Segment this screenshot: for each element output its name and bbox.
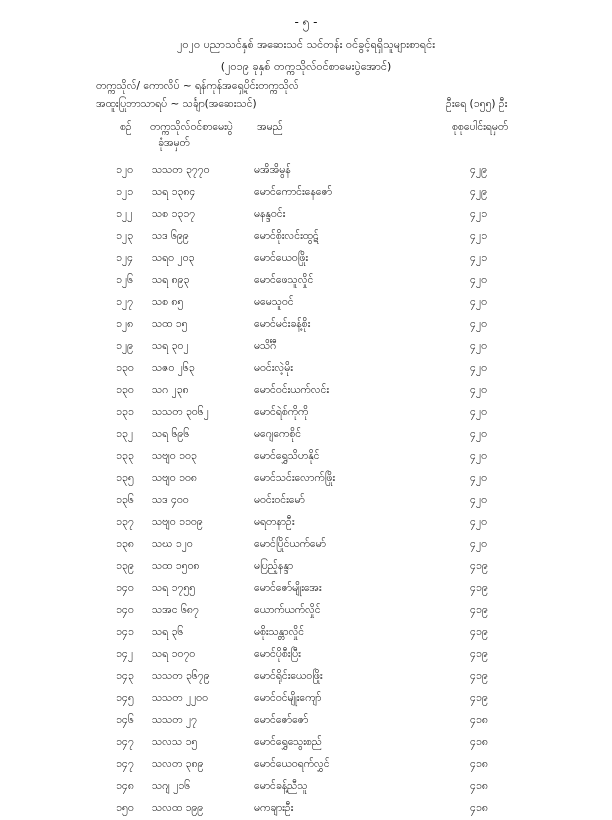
total-marks: ၄၂၀ <box>470 384 487 396</box>
total-marks: ၄၂၀ <box>470 516 487 528</box>
total-marks: ၄၁၉ <box>470 670 488 682</box>
table-row <box>0 688 612 710</box>
seat-number: သသတ ၃၇၇၀ <box>152 164 210 176</box>
table-row <box>0 226 612 248</box>
row-number: ၁၄၁ <box>116 626 134 638</box>
header-seat: တက္ကသိုလ်ဝင်စာမေးပွဲ <box>150 121 233 133</box>
student-name: မောင်စိုးလင်းထွဋ် <box>254 230 319 242</box>
student-name: မဂျေကေစိုင် <box>254 428 302 440</box>
student-name: မသိင်္ဂီ <box>254 340 277 352</box>
row-number: ၁၄၆ <box>116 714 134 726</box>
row-number: ၁၄၅ <box>116 692 134 704</box>
student-name: ယောက်ယက်လှိုင် <box>254 604 321 616</box>
table-row <box>0 314 612 336</box>
student-name: မောင်ရိုင်းယေဝဖြိုး <box>254 670 323 682</box>
total-marks: ၄၂၀ <box>470 406 487 418</box>
subject-line: အထူးပြုဘာသာရပ် ~ သင်္ချာ(အဆေးသင်) <box>96 98 257 110</box>
table-row <box>0 248 612 270</box>
total-marks: ၄၁၈ <box>470 780 488 792</box>
student-name: မောင်ကောင်းနေဇော် <box>254 186 333 198</box>
university-line: တက္ကသိုလ်/ ကောလိပ် ~ ရန်ကုန်အရှေ့ပိုင်းတက္ကသိုလ် <box>96 80 299 92</box>
student-name: မဝင်းလဲ့မိုး <box>254 362 293 374</box>
header-seat-line2: ခုံအမှတ် <box>158 137 190 149</box>
student-name: မောင်ဝင်းယက်လင်း <box>254 384 330 396</box>
row-number: ၁၂၀ <box>116 164 133 176</box>
seat-number: သထ ၁၅ <box>152 318 188 330</box>
seat-number: သဗျ၀ ၁၁၀၉ <box>152 516 203 528</box>
document-title: ၂၀၂၀ ပညာသင်နှစ် အဆေးသင် သင်တန်း ဝင်ခွင့်ရရှိသူများစာရင်း <box>176 38 436 51</box>
seat-number: သဂျ ၂၁၆ <box>152 780 191 792</box>
student-name: မစိုးသန္တာလှိုင် <box>254 626 305 638</box>
row-number: ၁၃၃ <box>116 450 134 462</box>
table-row <box>0 468 612 490</box>
total-marks: ၄၂၀ <box>470 538 487 550</box>
student-name: မကချားဦး <box>254 802 294 814</box>
seat-number: သရ ၃၆ <box>152 626 184 638</box>
table-row <box>0 270 612 292</box>
table-row <box>0 798 612 820</box>
table-row <box>0 600 612 622</box>
total-marks: ၄၂၀ <box>470 428 487 440</box>
student-name: မောင်ပြိုင်ယက်မော် <box>254 538 326 550</box>
table-row <box>0 182 612 204</box>
row-number: ၁၄၇ <box>116 736 134 748</box>
student-name: မောင်ဇော်ဇော် <box>254 714 309 726</box>
row-number: ၁၂၉ <box>116 340 133 352</box>
row-number: ၁၄၀ <box>116 604 134 616</box>
seat-number: သလသ ၁၅ <box>152 736 198 748</box>
total-marks: ၄၂၀ <box>470 318 487 330</box>
total-marks: ၄၁၈ <box>470 714 488 726</box>
table-row <box>0 666 612 688</box>
table-row <box>0 622 612 644</box>
row-number: ၁၂၁ <box>116 186 133 198</box>
student-name: မောင်ရွှေသွေးစည် <box>254 736 322 748</box>
student-name: မောင်ရွှေသိဟနိုင် <box>254 450 320 462</box>
row-number: ၁၃၆ <box>116 494 134 506</box>
student-name: မောင်ခန့်ညီသူ <box>254 780 308 792</box>
table-row <box>0 732 612 754</box>
total-marks: ၄၁၈ <box>470 802 488 814</box>
seat-number: သလထ ၁၉၉ <box>152 802 204 814</box>
table-row <box>0 358 612 380</box>
table-row <box>0 292 612 314</box>
total-marks: ၄၂၁ <box>470 208 487 220</box>
student-name: မောင်ဇော်မျိုးအေး <box>254 582 322 594</box>
total-marks: ၄၂၀ <box>470 362 487 374</box>
seat-number: သဃ ၁၂၀ <box>152 538 193 550</box>
total-marks: ၄၂၁ <box>470 252 487 264</box>
row-number: ၁၄၈ <box>116 780 134 792</box>
seat-number: သရ ၈၉၃ <box>152 274 190 286</box>
seat-number: သစ ၈၅ <box>152 296 184 308</box>
row-number: ၁၄၃ <box>116 670 134 682</box>
page-number: - ၅ - <box>294 15 318 29</box>
row-number: ၁၂၃ <box>116 230 133 242</box>
student-name: မအိအိမွန် <box>254 164 291 176</box>
table-row <box>0 644 612 666</box>
row-number: ၁၄၀ <box>116 582 134 594</box>
table-row <box>0 556 612 578</box>
seat-number: သဂ ၂၃၈ <box>152 384 189 396</box>
table-row <box>0 776 612 798</box>
seat-number: သဗျ၀ ၁၀၃ <box>152 450 197 462</box>
total-marks: ၄၁၉ <box>470 604 488 616</box>
total-marks: ၄၁၉ <box>470 560 488 572</box>
table-row <box>0 534 612 556</box>
student-name: မောင်ယေဝဖြိုး <box>254 252 309 264</box>
row-number: ၁၃၁ <box>116 406 134 418</box>
row-number: ၁၂၈ <box>116 318 134 330</box>
seat-number: သသတ ၃၆၇၉ <box>152 670 210 682</box>
seat-number: သရ ၆၉၆ <box>152 428 190 440</box>
row-number: ၁၂၄ <box>116 252 133 264</box>
row-number: ၁၃၀ <box>116 384 134 396</box>
header-no: စဉ် <box>120 121 132 133</box>
total-marks: ၄၂၀ <box>470 472 487 484</box>
total-marks: ၄၂၀ <box>470 274 487 286</box>
total-marks: ၄၂၀ <box>470 450 487 462</box>
total-marks: ၄၂၉ <box>470 186 487 198</box>
table-row <box>0 380 612 402</box>
student-name: မမေသူဝင် <box>254 296 294 308</box>
student-name: မရတနာဦး <box>254 516 295 528</box>
row-number: ၁၂၆ <box>116 274 133 286</box>
total-marks: ၄၁၈ <box>470 758 488 770</box>
total-marks: ၄၂၁ <box>470 230 487 242</box>
seat-number: သရ၀ ၂၀၃ <box>152 252 195 264</box>
seat-number: သသတ ၃၀၆၂ <box>152 406 209 418</box>
student-name: မဝင်းဝင်းမော် <box>254 494 305 506</box>
student-name: မနန္ဒဝင်း <box>254 208 286 220</box>
total-marks: ၄၂၉ <box>470 164 487 176</box>
seat-number: သဒ ၄၀၀ <box>152 494 189 506</box>
table-row <box>0 336 612 358</box>
seat-number: သရ ၁၃၈၄ <box>152 186 196 198</box>
student-name: မောင်ဝင်မျိုးကျော် <box>254 692 322 704</box>
student-name: မပြည့်နန္ဒာ <box>254 560 294 572</box>
table-row <box>0 446 612 468</box>
seat-number: သရ ၁၇၅၅ <box>152 582 196 594</box>
student-name: မောင်ရဲစ်ကိုကို <box>254 406 309 418</box>
total-marks: ၄၁၉ <box>470 648 488 660</box>
table-row <box>0 424 612 446</box>
total-marks: ၄၂၀ <box>470 494 487 506</box>
seat-number: သဒ ၆၉၉ <box>152 230 189 242</box>
document-subtitle: (၂၀၁၉ ခုနှစ် တက္ကသိုလ်ဝင်စာမေးပွဲအောင်) <box>220 60 392 73</box>
table-row <box>0 578 612 600</box>
total-marks: ၄၁၈ <box>470 736 488 748</box>
total-marks: ၄၁၉ <box>470 626 488 638</box>
total-marks: ၄၂၀ <box>470 296 487 308</box>
row-number: ၁၃၉ <box>116 560 134 572</box>
student-name: မောင်ပိုစီးပြီး <box>254 648 301 660</box>
header-marks: စုစုပေါင်းရမှတ် <box>452 121 509 133</box>
student-name: မောင်မင်းခန့်စိုး <box>254 318 311 330</box>
results-table <box>0 160 612 820</box>
table-row <box>0 754 612 776</box>
total-marks: ၄၂၀ <box>470 340 487 352</box>
student-name: မောင်သင်းလောက်ဖြိုး <box>254 472 336 484</box>
header-name: အမည် <box>257 121 283 133</box>
seat-number: သစ ၁၃၁၇ <box>152 208 196 220</box>
row-number: ၁၂၂ <box>116 208 133 220</box>
seat-number: သဗျ၀ ၁၀၈ <box>152 472 197 484</box>
seat-number: သလတ ၃၈၉ <box>152 758 204 770</box>
row-number: ၁၃၀ <box>116 362 134 374</box>
student-name: မောင်ဖေသူလှိုင် <box>254 274 314 286</box>
row-number: ၁၂၇ <box>116 296 133 308</box>
row-number: ၁၅၀ <box>116 802 134 814</box>
seat-number: သရ ၁၀၇၀ <box>152 648 196 660</box>
seat-number: သသတ ၂၂၀၀ <box>152 692 208 704</box>
table-row <box>0 490 612 512</box>
row-number: ၁၃၈ <box>116 538 134 550</box>
row-number: ၁၃၂ <box>116 428 133 440</box>
student-count: ဦးရေ (၁၅၅) ဦး <box>446 98 508 110</box>
seat-number: သဇ၀ ၂၆၃ <box>152 362 195 374</box>
seat-number: သထ ၁၅၀၈ <box>152 560 200 572</box>
student-name: မောင်ယေဝရက်လွှင် <box>254 758 330 770</box>
table-row <box>0 204 612 226</box>
row-number: ၁၃၅ <box>116 472 134 484</box>
table-row <box>0 512 612 534</box>
total-marks: ၄၁၉ <box>470 692 488 704</box>
seat-number: သသတ ၂၇ <box>152 714 197 726</box>
table-row <box>0 160 612 182</box>
row-number: ၁၄၂ <box>116 648 133 660</box>
row-number: ၁၃၇ <box>116 516 134 528</box>
total-marks: ၄၁၉ <box>470 582 488 594</box>
table-row <box>0 402 612 424</box>
table-row <box>0 710 612 732</box>
row-number: ၁၄၇ <box>116 758 134 770</box>
seat-number: သအင ၆၈၇ <box>152 604 199 616</box>
seat-number: သရ ၃၀၂ <box>152 340 189 352</box>
